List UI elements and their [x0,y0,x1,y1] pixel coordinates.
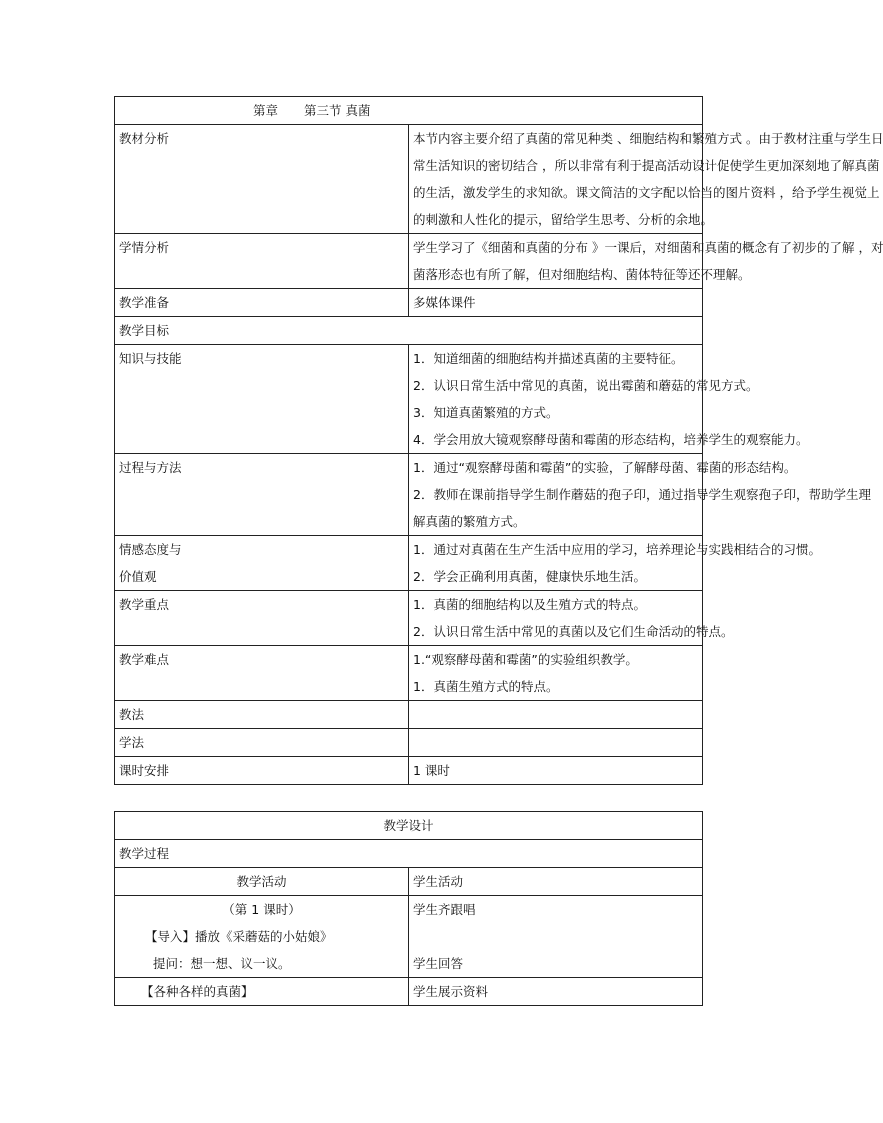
lesson-overview-table [114,96,883,785]
table-row [115,701,703,729]
process-label: 教学过程 [115,840,703,868]
section-title: 第三节 真菌 [303,103,371,118]
chapter-label: 第章 [253,103,279,118]
table-row [115,896,703,978]
teacher-activity: 【各种各样的真菌】 [115,978,409,1006]
row-label: 过程与方法 [115,454,409,536]
row-content: 多媒体课件 [409,289,703,317]
table-row [115,978,703,1006]
row-content: 1.“观察酵母菌和霉菌”的实验组织教学。 1．真菌生殖方式的特点。 [409,646,703,701]
table-row [115,536,703,591]
row-label: 教材分析 [115,125,409,234]
row-content: 本节内容主要介绍了真菌的常见种类 、细胞结构和繁殖方式 。由于教材注重与学生日 常生活知识的密切结合 ，所以非常有利于提高活动设计促使学生更加深刻地了解真菌 的生活，激发学生的求知欲。课文简洁的文字配以恰当的图片资料 ，给予学生视觉上 的刺激和人性化的提示，留给学生思考、分析的余地。 [409,125,703,234]
teaching-design-table [114,811,703,1006]
student-activity: 学生齐跟唱 学生回答 [409,896,703,978]
row-content: 1 课时 [409,757,703,785]
design-title: 教学设计 [115,812,703,840]
table-row [115,757,703,785]
row-content: 1．知道细菌的细胞结构并描述真菌的主要特征。 2．认识日常生活中常见的真菌，说出霉菌和蘑菇的常见方式。 3．知道真菌繁殖的方式。 4．学会用放大镜观察酵母菌和霉菌的形态结构，培养学生的观察能力。 [409,345,703,454]
row-content: 1．通过“观察酵母菌和霉菌”的实验，了解酵母菌、霉菌的形态结构。 2．教师在课前指导学生制作蘑菇的孢子印，通过指导学生观察孢子印，帮助学生理 解真菌的繁殖方式。 [409,454,703,536]
table-row [115,345,703,454]
table-row [115,125,703,234]
table-row [115,591,703,646]
row-content: 1．真菌的细胞结构以及生殖方式的特点。 2．认识日常生活中常见的真菌以及它们生命活动的特点。 [409,591,703,646]
column-header-teacher: 教学活动 [115,868,409,896]
student-activity: 学生展示资料 [409,978,703,1006]
teacher-activity: （第 1 课时） 【导入】播放《采蘑菇的小姑娘》 提问：想一想、议一议。 [115,896,409,978]
column-header-student: 学生活动 [409,868,703,896]
row-label: 教学准备 [115,289,409,317]
table-row [115,729,703,757]
row-label: 学法 [115,729,409,757]
row-label: 学情分析 [115,234,409,289]
row-label: 教学难点 [115,646,409,701]
row-content: 1．通过对真菌在生产生活中应用的学习，培养理论与实践相结合的习惯。 2．学会正确利用真菌，健康快乐地生活。 [409,536,703,591]
row-label: 情感态度与 价值观 [115,536,409,591]
chapter-header [115,97,703,125]
table-row [115,234,703,289]
row-label: 课时安排 [115,757,409,785]
row-label: 教法 [115,701,409,729]
objectives-heading: 教学目标 [115,317,703,345]
table-row [115,454,703,536]
row-content: 学生学习了《细菌和真菌的分布 》一课后，对细菌和真菌的概念有了初步的了解 ，对 菌落形态也有所了解，但对细胞结构、菌体特征等还不理解。 [409,234,703,289]
row-content [409,701,703,729]
table-row [115,289,703,317]
row-label: 知识与技能 [115,345,409,454]
table-row [115,317,703,345]
table-row [115,646,703,701]
row-label: 教学重点 [115,591,409,646]
row-content [409,729,703,757]
